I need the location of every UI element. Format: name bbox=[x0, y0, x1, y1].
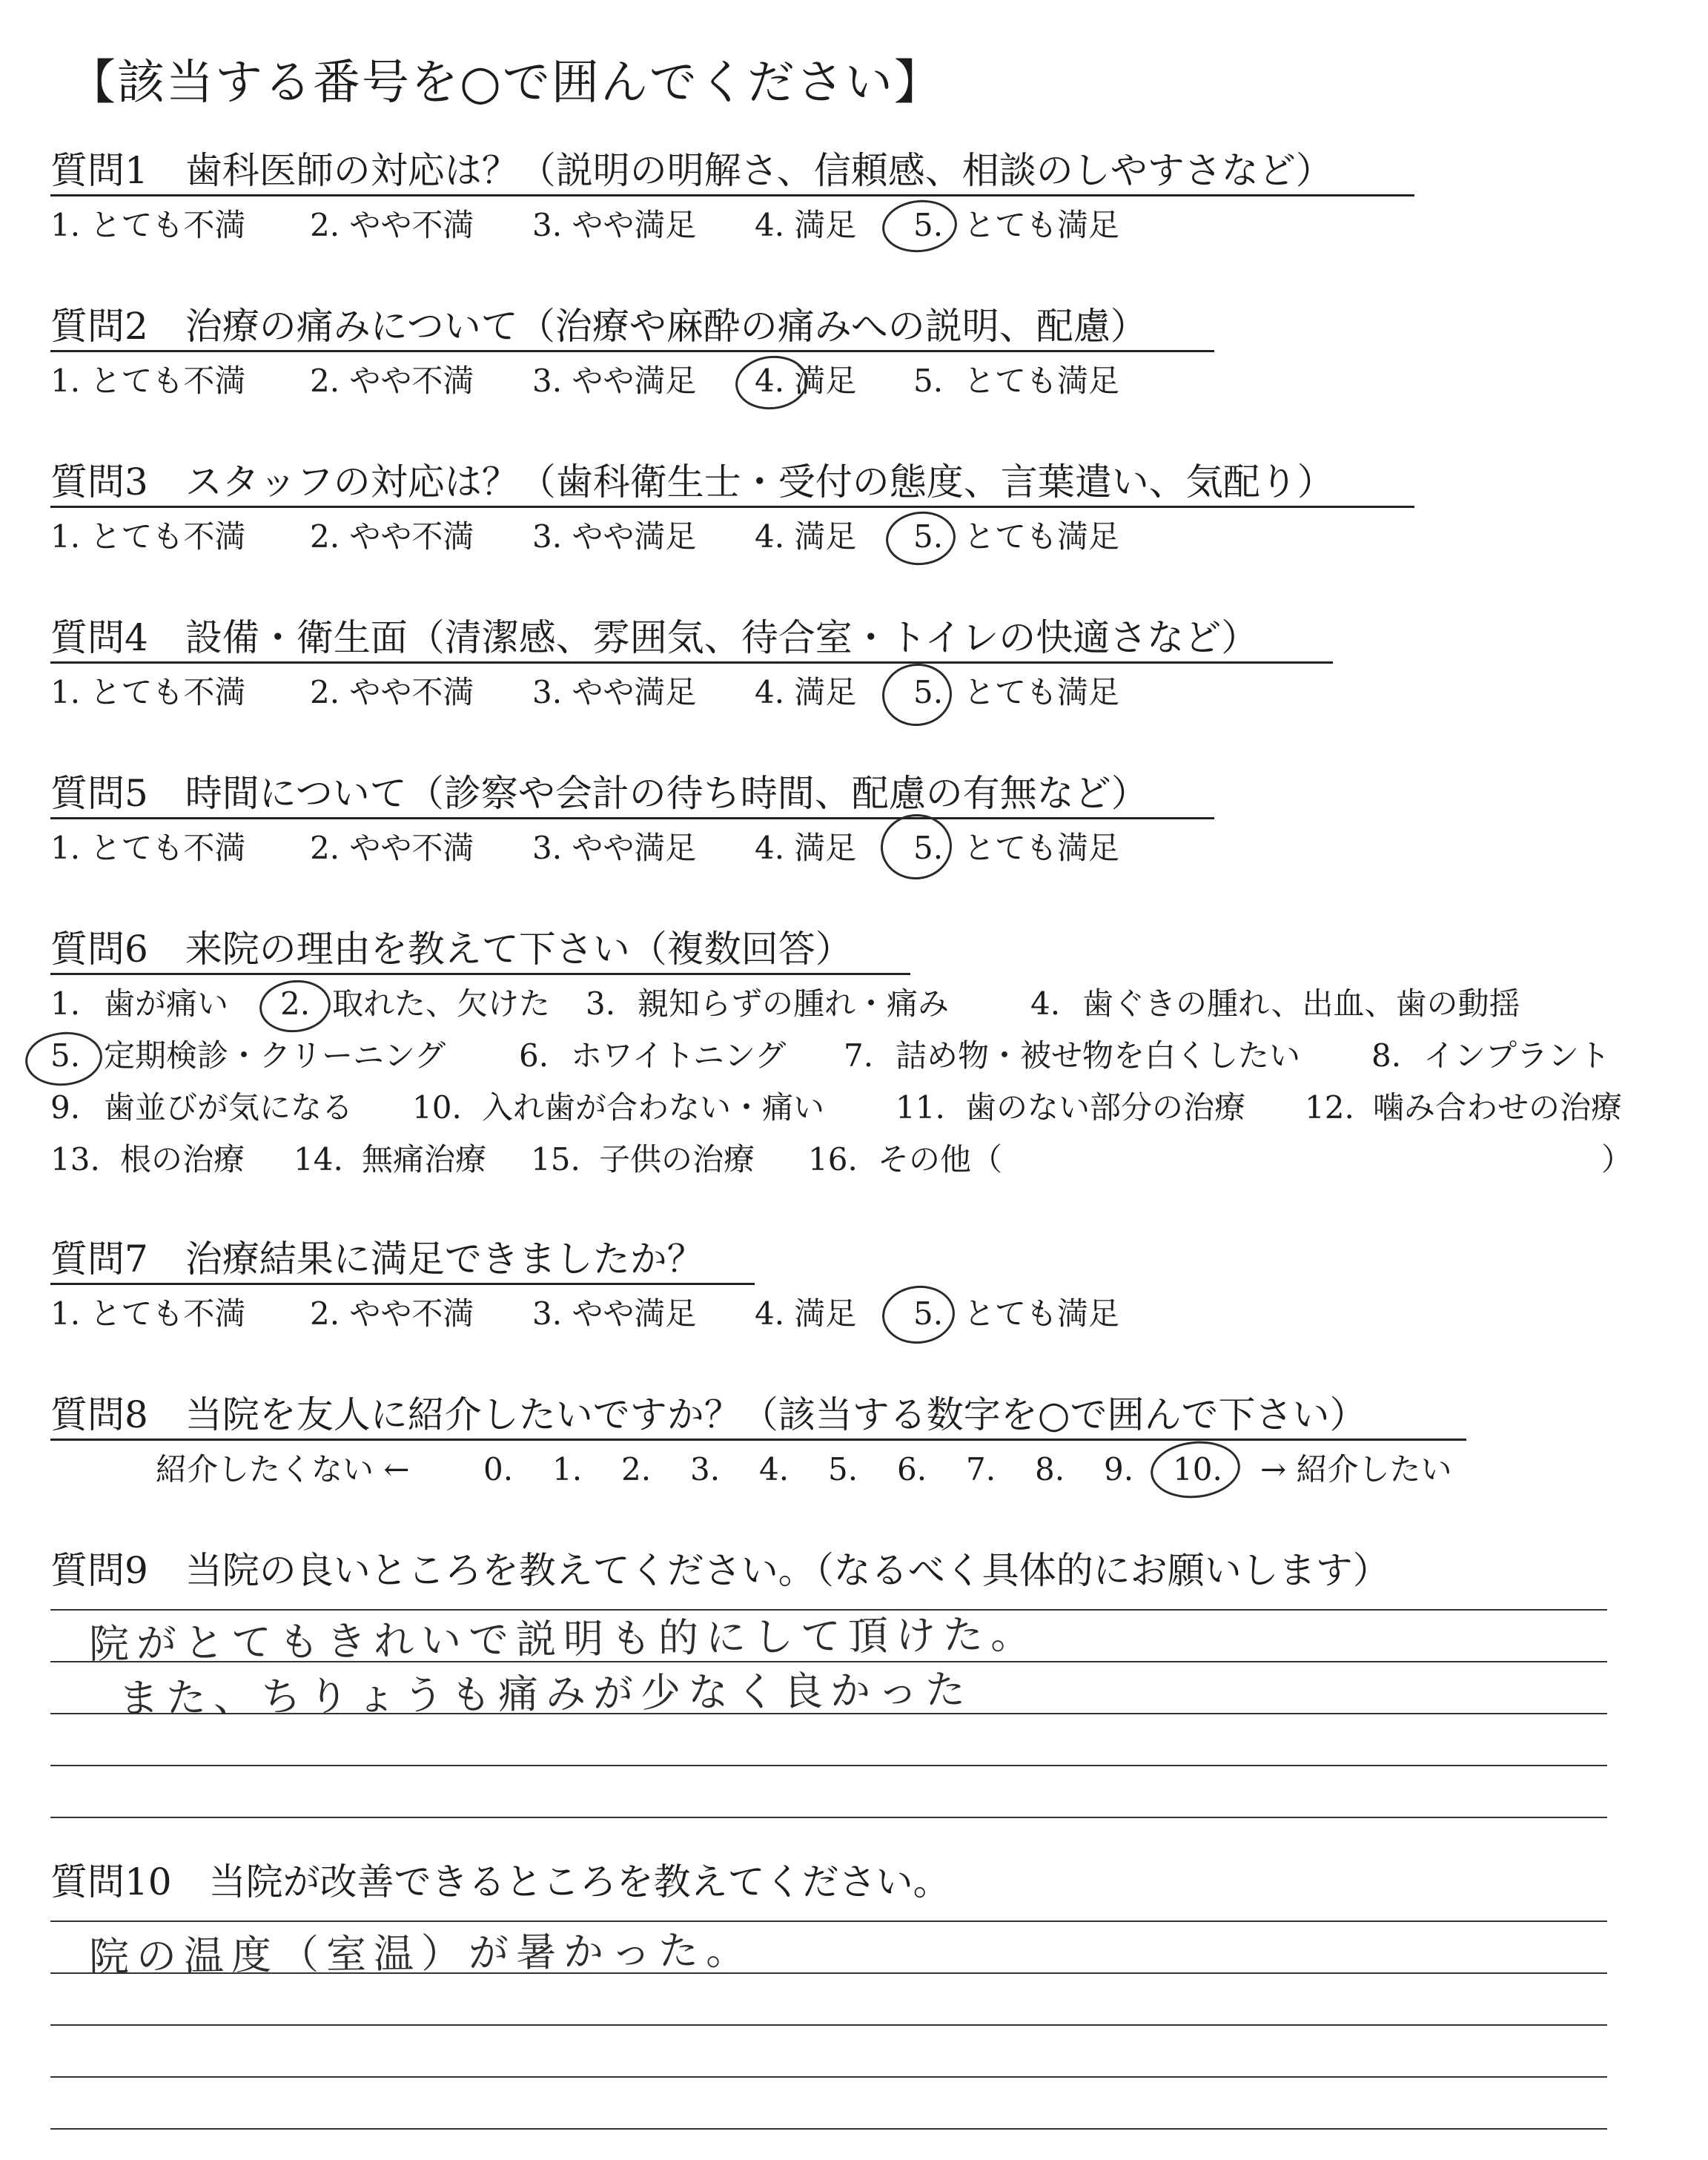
q3-option-3[interactable]: 3. やや満足 bbox=[532, 518, 697, 555]
q4-option-3[interactable]: 3. やや満足 bbox=[532, 674, 697, 710]
q2-option-5-label: とても満足 bbox=[964, 363, 1120, 399]
q6-option-8-number[interactable]: 8. bbox=[1371, 1037, 1402, 1074]
q4-option-2[interactable]: 2. やや不満 bbox=[310, 674, 474, 710]
q3-option-4[interactable]: 4. 満足 bbox=[755, 518, 857, 555]
q7-option-2[interactable]: 2. やや不満 bbox=[310, 1295, 474, 1332]
q6-option-16-number[interactable]: 16. bbox=[808, 1141, 858, 1178]
q6-option-5-circle bbox=[23, 1028, 105, 1089]
q6-option-16-label: その他（ bbox=[878, 1141, 1003, 1178]
q5-selection-circle bbox=[878, 810, 956, 883]
q8-underline bbox=[50, 1439, 1466, 1441]
q1-heading: 質問1 歯科医師の対応は？（説明の明解さ、信頼感、相談のしやすさなど） bbox=[50, 149, 1333, 192]
q8-option-9[interactable]: 9. bbox=[1104, 1451, 1134, 1487]
q6-option-1-number[interactable]: 1. bbox=[50, 985, 81, 1022]
q6-option-15-label: 子供の治療 bbox=[599, 1141, 755, 1178]
q8-option-4[interactable]: 4. bbox=[759, 1451, 790, 1487]
q8-option-8[interactable]: 8. bbox=[1035, 1451, 1065, 1487]
q4-underline bbox=[50, 661, 1333, 664]
q6-option-12-label: 噛み合わせの治療 bbox=[1373, 1089, 1623, 1126]
q3-option-5[interactable]: 5. bbox=[913, 518, 944, 555]
q2-option-5[interactable]: 5. bbox=[913, 363, 944, 399]
q3-option-1[interactable]: 1. とても不満 bbox=[50, 518, 246, 555]
q4-option-5-label: とても満足 bbox=[964, 674, 1120, 710]
q8-option-7[interactable]: 7. bbox=[966, 1451, 996, 1487]
q6-option-5-label: 定期検診・クリーニング bbox=[104, 1037, 446, 1074]
q1-underline bbox=[50, 194, 1414, 196]
q6-option-15-number[interactable]: 15. bbox=[531, 1141, 580, 1178]
q2-option-1[interactable]: 1. とても不満 bbox=[50, 363, 246, 399]
q6-option-11-label: 歯のない部分の治療 bbox=[965, 1089, 1246, 1126]
q6-option-10-number[interactable]: 10. bbox=[412, 1089, 462, 1126]
q6-option-2-number[interactable]: 2. bbox=[280, 985, 311, 1022]
q6-option-4-number[interactable]: 4. bbox=[1030, 985, 1061, 1022]
q6-option-9-number[interactable]: 9. bbox=[50, 1089, 81, 1126]
q6-option-9-label: 歯並びが気になる bbox=[104, 1089, 354, 1126]
q6-option-5-number[interactable]: 5. bbox=[50, 1037, 81, 1074]
q1-option-5[interactable]: 5. bbox=[913, 207, 944, 243]
q1-option-5-label: とても満足 bbox=[964, 207, 1120, 243]
q6-option-6-label: ホワイトニング bbox=[571, 1037, 787, 1074]
q10-heading: 質問10 当院が改善できるところを教えてください。 bbox=[50, 1860, 950, 1903]
q4-heading: 質問4 設備・衛生面（清潔感、雰囲気、待合室・トイレの快適さなど） bbox=[50, 616, 1259, 659]
q8-right-label: → 紹介したい bbox=[1260, 1451, 1452, 1487]
q3-option-2[interactable]: 2. やや不満 bbox=[310, 518, 474, 555]
q8-option-1[interactable]: 1. bbox=[552, 1451, 583, 1487]
q5-option-5[interactable]: 5. bbox=[913, 830, 944, 866]
q7-underline bbox=[50, 1283, 755, 1285]
q2-underline bbox=[50, 350, 1214, 352]
q6-option-3-number[interactable]: 3. bbox=[586, 985, 616, 1022]
q10-rule-4 bbox=[50, 2076, 1607, 2078]
q5-option-4[interactable]: 4. 満足 bbox=[755, 830, 857, 866]
q10-rule-1 bbox=[50, 1920, 1607, 1922]
q4-selection-circle bbox=[879, 660, 955, 729]
q5-heading: 質問5 時間について（診察や会計の待ち時間、配慮の有無など） bbox=[50, 772, 1148, 815]
q10-answer-line-1: 院の温度（室温）が暑かった。 bbox=[88, 1926, 754, 1981]
q1-option-4[interactable]: 4. 満足 bbox=[755, 207, 857, 243]
q2-option-3[interactable]: 3. やや満足 bbox=[532, 363, 697, 399]
q8-left-label: 紹介したくない ← bbox=[156, 1451, 410, 1487]
q7-option-4[interactable]: 4. 満足 bbox=[755, 1295, 857, 1332]
q6-option-11-number[interactable]: 11. bbox=[896, 1089, 945, 1126]
q4-option-5[interactable]: 5. bbox=[913, 674, 944, 710]
q9-answer-line-2: また、ちりょうも痛みが少なく良かった bbox=[118, 1665, 973, 1723]
q9-rule-5 bbox=[50, 1817, 1607, 1818]
q1-option-2[interactable]: 2. やや不満 bbox=[310, 207, 474, 243]
q9-answer-line-1: 院がとてもきれいで説明も的にして頂けた。 bbox=[88, 1611, 1039, 1668]
q7-heading: 質問7 治療結果に満足できましたか？ bbox=[50, 1238, 704, 1281]
q1-option-3[interactable]: 3. やや満足 bbox=[532, 207, 697, 243]
q6-option-7-label: 詰め物・被せ物を白くしたい bbox=[896, 1037, 1301, 1074]
q6-other-close-paren: ） bbox=[1601, 1141, 1633, 1178]
q2-option-2[interactable]: 2. やや不満 bbox=[310, 363, 474, 399]
q7-option-1[interactable]: 1. とても不満 bbox=[50, 1295, 246, 1332]
form-title: 【該当する番号を○で囲んでください】 bbox=[68, 56, 943, 110]
q6-option-2-label: 取れた、欠けた bbox=[332, 985, 551, 1022]
q6-option-13-number[interactable]: 13. bbox=[50, 1141, 100, 1178]
q8-option-5[interactable]: 5. bbox=[828, 1451, 858, 1487]
q1-selection-circle bbox=[880, 196, 960, 256]
q8-option-3[interactable]: 3. bbox=[690, 1451, 721, 1487]
q6-option-6-number[interactable]: 6. bbox=[519, 1037, 549, 1074]
q5-option-2[interactable]: 2. やや不満 bbox=[310, 830, 474, 866]
q3-selection-circle bbox=[883, 508, 958, 568]
q7-selection-circle bbox=[879, 1282, 958, 1347]
q6-option-7-number[interactable]: 7. bbox=[844, 1037, 874, 1074]
q5-option-5-label: とても満足 bbox=[964, 830, 1120, 866]
q8-selection-circle bbox=[1148, 1437, 1242, 1502]
q4-option-1[interactable]: 1. とても不満 bbox=[50, 674, 246, 710]
q6-other-input[interactable] bbox=[1023, 1140, 1586, 1179]
q6-option-1-label: 歯が痛い bbox=[104, 985, 229, 1022]
q2-heading: 質問2 治療の痛みについて（治療や麻酔の痛みへの説明、配慮） bbox=[50, 305, 1148, 348]
q1-option-1[interactable]: 1. とても不満 bbox=[50, 207, 246, 243]
q6-option-4-label: 歯ぐきの腫れ、出血、歯の動揺 bbox=[1082, 985, 1520, 1022]
q10-rule-5 bbox=[50, 2128, 1607, 2130]
q5-option-1[interactable]: 1. とても不満 bbox=[50, 830, 246, 866]
q2-option-4[interactable]: 4. 満足 bbox=[755, 363, 857, 399]
q6-heading: 質問6 来院の理由を教えて下さい（複数回答） bbox=[50, 928, 853, 971]
q3-underline bbox=[50, 506, 1414, 508]
q6-option-12-number[interactable]: 12. bbox=[1305, 1089, 1354, 1126]
q9-heading: 質問9 当院の良いところを教えてください。（なるべく具体的にお願いします） bbox=[50, 1549, 1390, 1592]
q8-option-2[interactable]: 2. bbox=[621, 1451, 652, 1487]
q6-option-3-label: 親知らずの腫れ・痛み bbox=[638, 985, 950, 1022]
q6-option-14-number[interactable]: 14. bbox=[294, 1141, 343, 1178]
q8-option-0[interactable]: 0. bbox=[483, 1451, 514, 1487]
q6-option-10-label: 入れ歯が合わない・痛い bbox=[482, 1089, 825, 1126]
q7-option-3[interactable]: 3. やや満足 bbox=[532, 1295, 697, 1332]
q5-underline bbox=[50, 817, 1214, 819]
q6-option-13-label: 根の治療 bbox=[120, 1141, 245, 1178]
q7-option-5-label: とても満足 bbox=[964, 1295, 1120, 1332]
q8-option-10[interactable]: 10. bbox=[1173, 1451, 1222, 1487]
q9-rule-4 bbox=[50, 1765, 1607, 1766]
q6-option-14-label: 無痛治療 bbox=[362, 1141, 487, 1178]
q8-option-6[interactable]: 6. bbox=[897, 1451, 927, 1487]
q5-option-3[interactable]: 3. やや満足 bbox=[532, 830, 697, 866]
q3-heading: 質問3 スタッフの対応は？（歯科衛生士・受付の態度、言葉遣い、気配り） bbox=[50, 460, 1334, 503]
q10-rule-3 bbox=[50, 2024, 1607, 2026]
q6-option-2-circle bbox=[257, 977, 334, 1036]
q4-option-4[interactable]: 4. 満足 bbox=[755, 674, 857, 710]
q6-underline bbox=[50, 973, 910, 975]
q6-option-8-label: インプラント bbox=[1423, 1037, 1611, 1074]
q8-heading: 質問8 当院を友人に紹介したいですか？（該当する数字を○で囲んで下さい） bbox=[50, 1393, 1367, 1436]
q3-option-5-label: とても満足 bbox=[964, 518, 1120, 555]
q7-option-5[interactable]: 5. bbox=[913, 1295, 944, 1332]
